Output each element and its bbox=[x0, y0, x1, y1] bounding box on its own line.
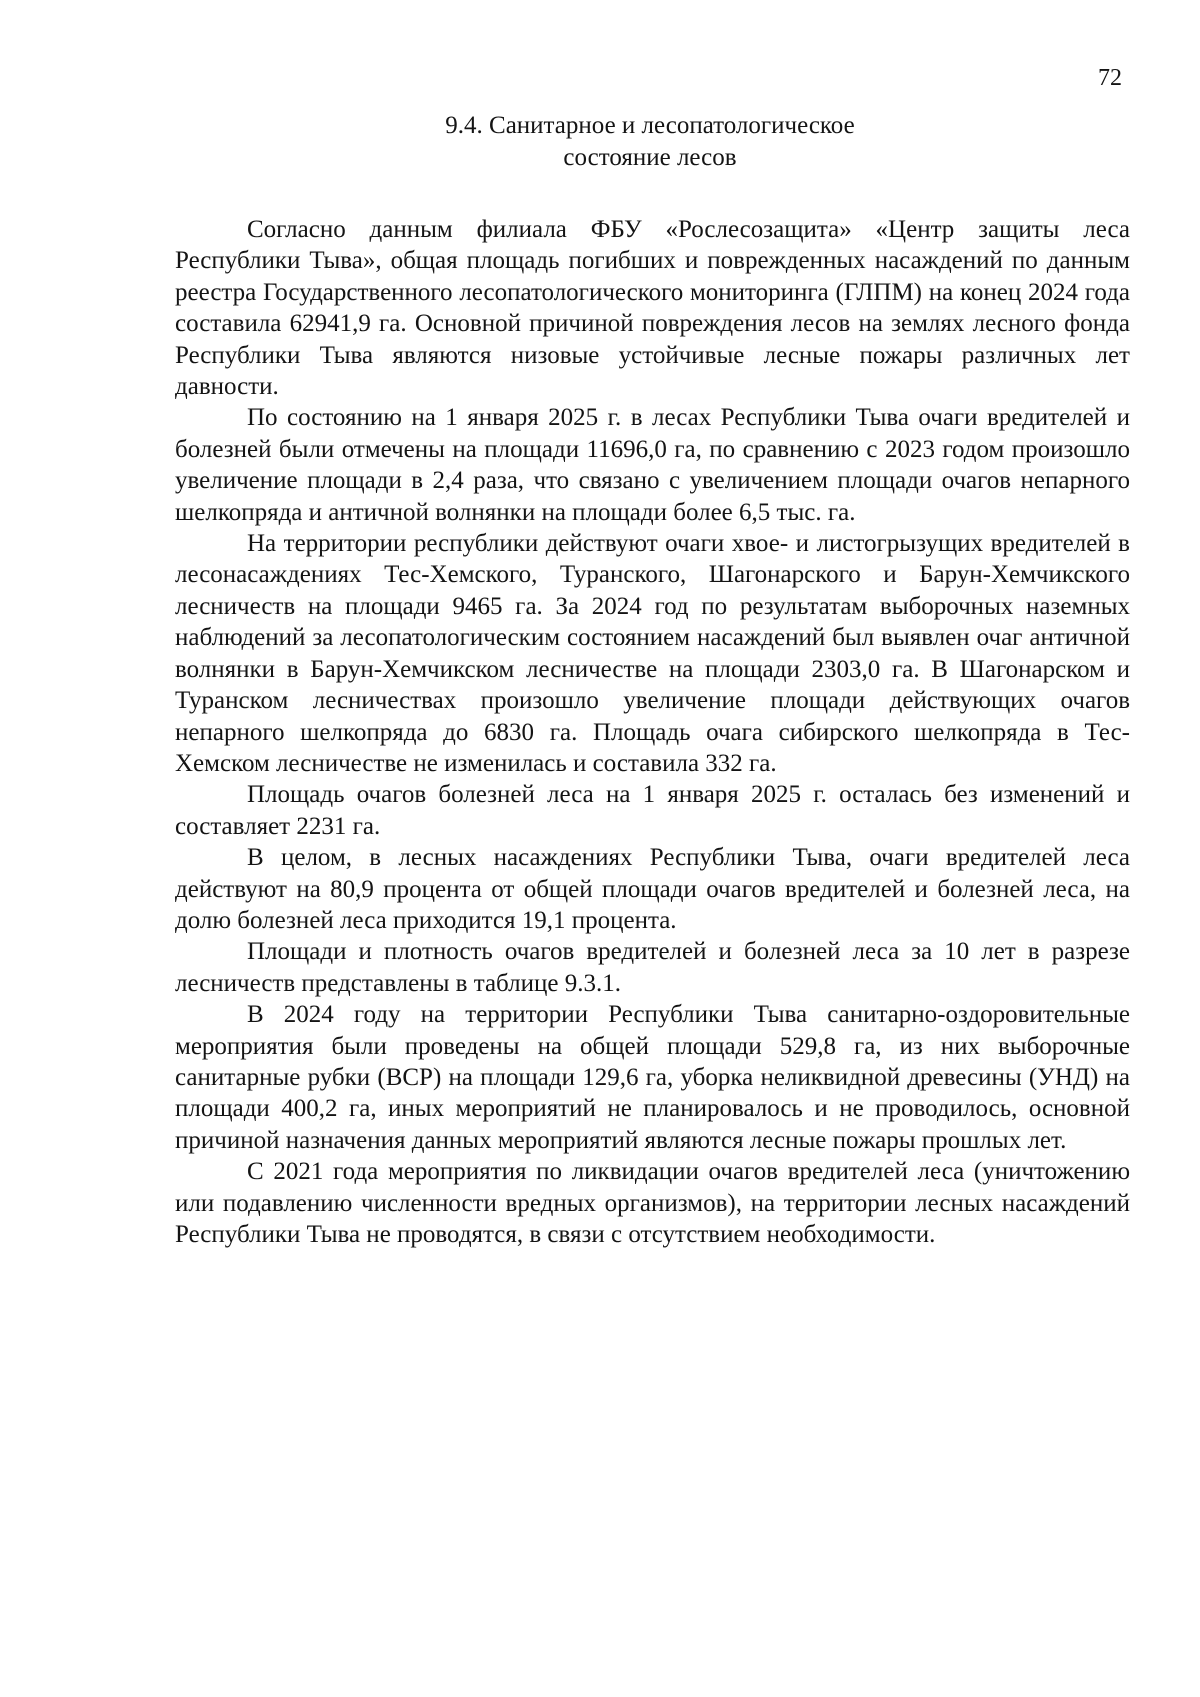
paragraph: На территории республики действуют очаги хвое- и листогрызущих вредителей в лесонасаждениях Тес-Хемского, Туранского, Шагонарского и Барун-Хемчикского лесничеств на площади 9465 га. За 2024 год по результатам выборочных наземных наблюдений за лесопатологическим состоянием насаждений был выявлен очаг античной волнянки в Барун-Хемчикском лесничестве на площади 2303,0 га. В Шагонарском и Туранском лесничествах произошло увеличение площади действующих очагов непарного шелкопряда до 6830 га. Площадь очага сибирского шелкопряда в Тес-Хемском лесничестве не изменилась и составила 332 га. bbox=[175, 530, 1130, 777]
paragraph: В целом, в лесных насаждениях Республики Тыва, очаги вредителей леса действуют на 80,9 процента от общей площади очагов вредителей и болезней леса, на долю болезней леса приходится 19,1 процента. bbox=[175, 844, 1130, 934]
section-heading-line-2: состояние лесов bbox=[563, 144, 737, 171]
paragraph: Площади и плотность очагов вредителей и болезней леса за 10 лет в разрезе лесничеств представлены в таблице 9.3.1. bbox=[175, 938, 1130, 997]
paragraph: С 2021 года мероприятия по ликвидации очагов вредителей леса (уничтожению или подавлению численности вредных организмов), на территории лесных насаждений Республики Тыва не проводятся, в связи с отсутствием необходимости. bbox=[175, 1158, 1130, 1248]
paragraph: Согласно данным филиала ФБУ «Рослесозащита» «Центр защиты леса Республики Тыва», общая площадь погибших и поврежденных насаждений по данным реестра Государственного лесопатологического мониторинга (ГЛПМ) на конец 2024 года составила 62941,9 га. Основной причиной повреждения лесов на землях лесного фонда Республики Тыва являются низовые устойчивые лесные пожары различных лет давности. bbox=[175, 216, 1130, 401]
section-heading-line-1: 9.4. Санитарное и лесопатологическое bbox=[445, 112, 855, 139]
paragraph: В 2024 году на территории Республики Тыва санитарно-оздоровительные мероприятия были проведены на общей площади 529,8 га, из них выборочные санитарные рубки (ВСР) на площади 129,6 га, уборка неликвидной древесины (УНД) на площади 400,2 га, иных мероприятий не планировалось и не проводилось, основной причиной назначения данных мероприятий являются лесные пожары прошлых лет. bbox=[175, 1001, 1130, 1154]
section-heading bbox=[170, 110, 1130, 174]
paragraph: Площадь очагов болезней леса на 1 января 2025 г. осталась без изменений и составляет 2231 га. bbox=[175, 781, 1130, 840]
page-number: 72 bbox=[1098, 65, 1122, 91]
body-text bbox=[175, 214, 1130, 1250]
paragraph: По состоянию на 1 января 2025 г. в лесах Республики Тыва очаги вредителей и болезней были отмечены на площади 11696,0 га, по сравнению с 2023 годом произошло увеличение площади в 2,4 раза, что связано с увеличением площади очагов непарного шелкопряда и античной волнянки на площади более 6,5 тыс. га. bbox=[175, 404, 1130, 526]
